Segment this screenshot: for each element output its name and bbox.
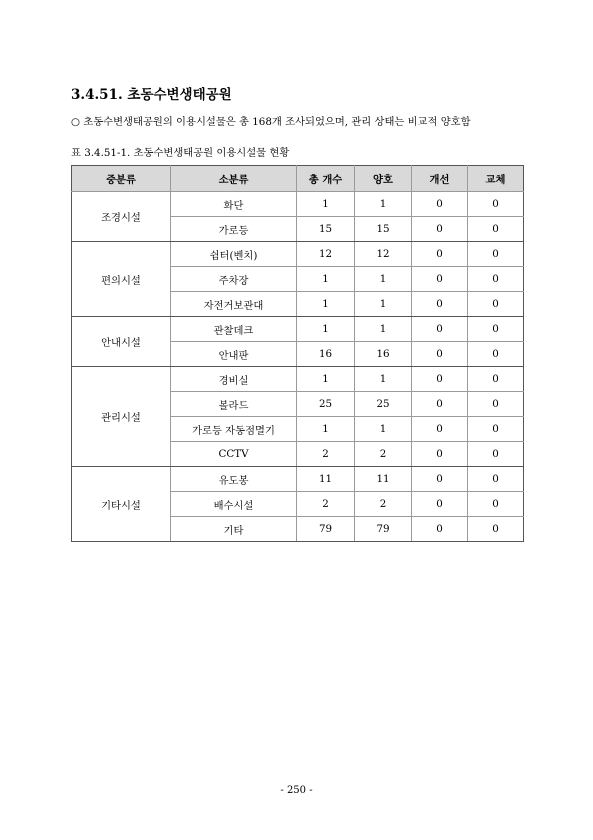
cell-total: 79 [297, 517, 355, 542]
cell-total: 16 [297, 342, 355, 367]
cell-replace: 0 [468, 467, 524, 492]
page-number: - 250 - [280, 785, 313, 796]
cell-subcategory: 가로등 자동점멸기 [171, 417, 297, 442]
cell-improve: 0 [412, 267, 468, 292]
facilities-table [71, 165, 524, 542]
cell-replace: 0 [468, 492, 524, 517]
cell-replace: 0 [468, 417, 524, 442]
section-title: 3.4.51. 초동수변생태공원 [71, 87, 232, 103]
cell-improve: 0 [412, 442, 468, 467]
cell-replace: 0 [468, 292, 524, 317]
cell-replace: 0 [468, 442, 524, 467]
cell-improve: 0 [412, 492, 468, 517]
cell-good: 11 [355, 467, 412, 492]
cell-improve: 0 [412, 292, 468, 317]
cell-total: 11 [297, 467, 355, 492]
cell-good: 2 [355, 442, 412, 467]
table-row [72, 192, 524, 217]
cell-category: 편의시설 [72, 242, 171, 317]
cell-total: 2 [297, 442, 355, 467]
cell-replace: 0 [468, 192, 524, 217]
cell-replace: 0 [468, 317, 524, 342]
header-replace: 교체 [468, 166, 524, 192]
table-caption: 표 3.4.51-1. 초동수변생태공원 이용시설물 현황 [71, 147, 290, 159]
cell-replace: 0 [468, 342, 524, 367]
header-total: 총 개수 [297, 166, 355, 192]
intro-paragraph: ○ 초동수변생태공원의 이용시설물은 총 168개 조사되었으며, 관리 상태는 비교적 양호함 [71, 116, 471, 128]
header-improve: 개선 [412, 166, 468, 192]
cell-subcategory: 쉼터(벤치) [171, 242, 297, 267]
cell-replace: 0 [468, 217, 524, 242]
cell-improve: 0 [412, 417, 468, 442]
table-row [72, 467, 524, 492]
cell-total: 1 [297, 292, 355, 317]
cell-subcategory: 유도봉 [171, 467, 297, 492]
cell-subcategory: 안내판 [171, 342, 297, 367]
cell-good: 1 [355, 267, 412, 292]
cell-total: 1 [297, 317, 355, 342]
cell-good: 16 [355, 342, 412, 367]
cell-category: 관리시설 [72, 367, 171, 467]
cell-good: 79 [355, 517, 412, 542]
cell-total: 1 [297, 367, 355, 392]
cell-good: 25 [355, 392, 412, 417]
cell-total: 12 [297, 242, 355, 267]
cell-good: 2 [355, 492, 412, 517]
cell-replace: 0 [468, 517, 524, 542]
cell-category: 안내시설 [72, 317, 171, 367]
cell-improve: 0 [412, 217, 468, 242]
cell-replace: 0 [468, 367, 524, 392]
cell-subcategory: 가로등 [171, 217, 297, 242]
cell-subcategory: 화단 [171, 192, 297, 217]
header-good: 양호 [355, 166, 412, 192]
cell-replace: 0 [468, 392, 524, 417]
cell-good: 1 [355, 292, 412, 317]
cell-subcategory: 관찰데크 [171, 317, 297, 342]
table-row [72, 367, 524, 392]
cell-replace: 0 [468, 242, 524, 267]
cell-improve: 0 [412, 317, 468, 342]
cell-subcategory: 경비실 [171, 367, 297, 392]
cell-good: 1 [355, 192, 412, 217]
cell-total: 2 [297, 492, 355, 517]
table-header-row [72, 166, 524, 192]
cell-total: 1 [297, 192, 355, 217]
cell-good: 1 [355, 317, 412, 342]
cell-good: 15 [355, 217, 412, 242]
table-body [72, 192, 524, 542]
cell-total: 15 [297, 217, 355, 242]
cell-subcategory: CCTV [171, 442, 297, 467]
cell-improve: 0 [412, 242, 468, 267]
cell-good: 12 [355, 242, 412, 267]
cell-subcategory: 주차장 [171, 267, 297, 292]
cell-improve: 0 [412, 467, 468, 492]
cell-total: 1 [297, 417, 355, 442]
cell-improve: 0 [412, 517, 468, 542]
cell-total: 25 [297, 392, 355, 417]
cell-subcategory: 배수시설 [171, 492, 297, 517]
cell-improve: 0 [412, 342, 468, 367]
table-row [72, 317, 524, 342]
table-row [72, 242, 524, 267]
cell-category: 기타시설 [72, 467, 171, 542]
cell-improve: 0 [412, 392, 468, 417]
cell-subcategory: 자전거보관대 [171, 292, 297, 317]
header-category: 중분류 [72, 166, 171, 192]
cell-category: 조경시설 [72, 192, 171, 242]
cell-subcategory: 볼라드 [171, 392, 297, 417]
cell-replace: 0 [468, 267, 524, 292]
header-subcategory: 소분류 [171, 166, 297, 192]
cell-good: 1 [355, 367, 412, 392]
cell-improve: 0 [412, 192, 468, 217]
cell-good: 1 [355, 417, 412, 442]
cell-total: 1 [297, 267, 355, 292]
cell-improve: 0 [412, 367, 468, 392]
cell-subcategory: 기타 [171, 517, 297, 542]
